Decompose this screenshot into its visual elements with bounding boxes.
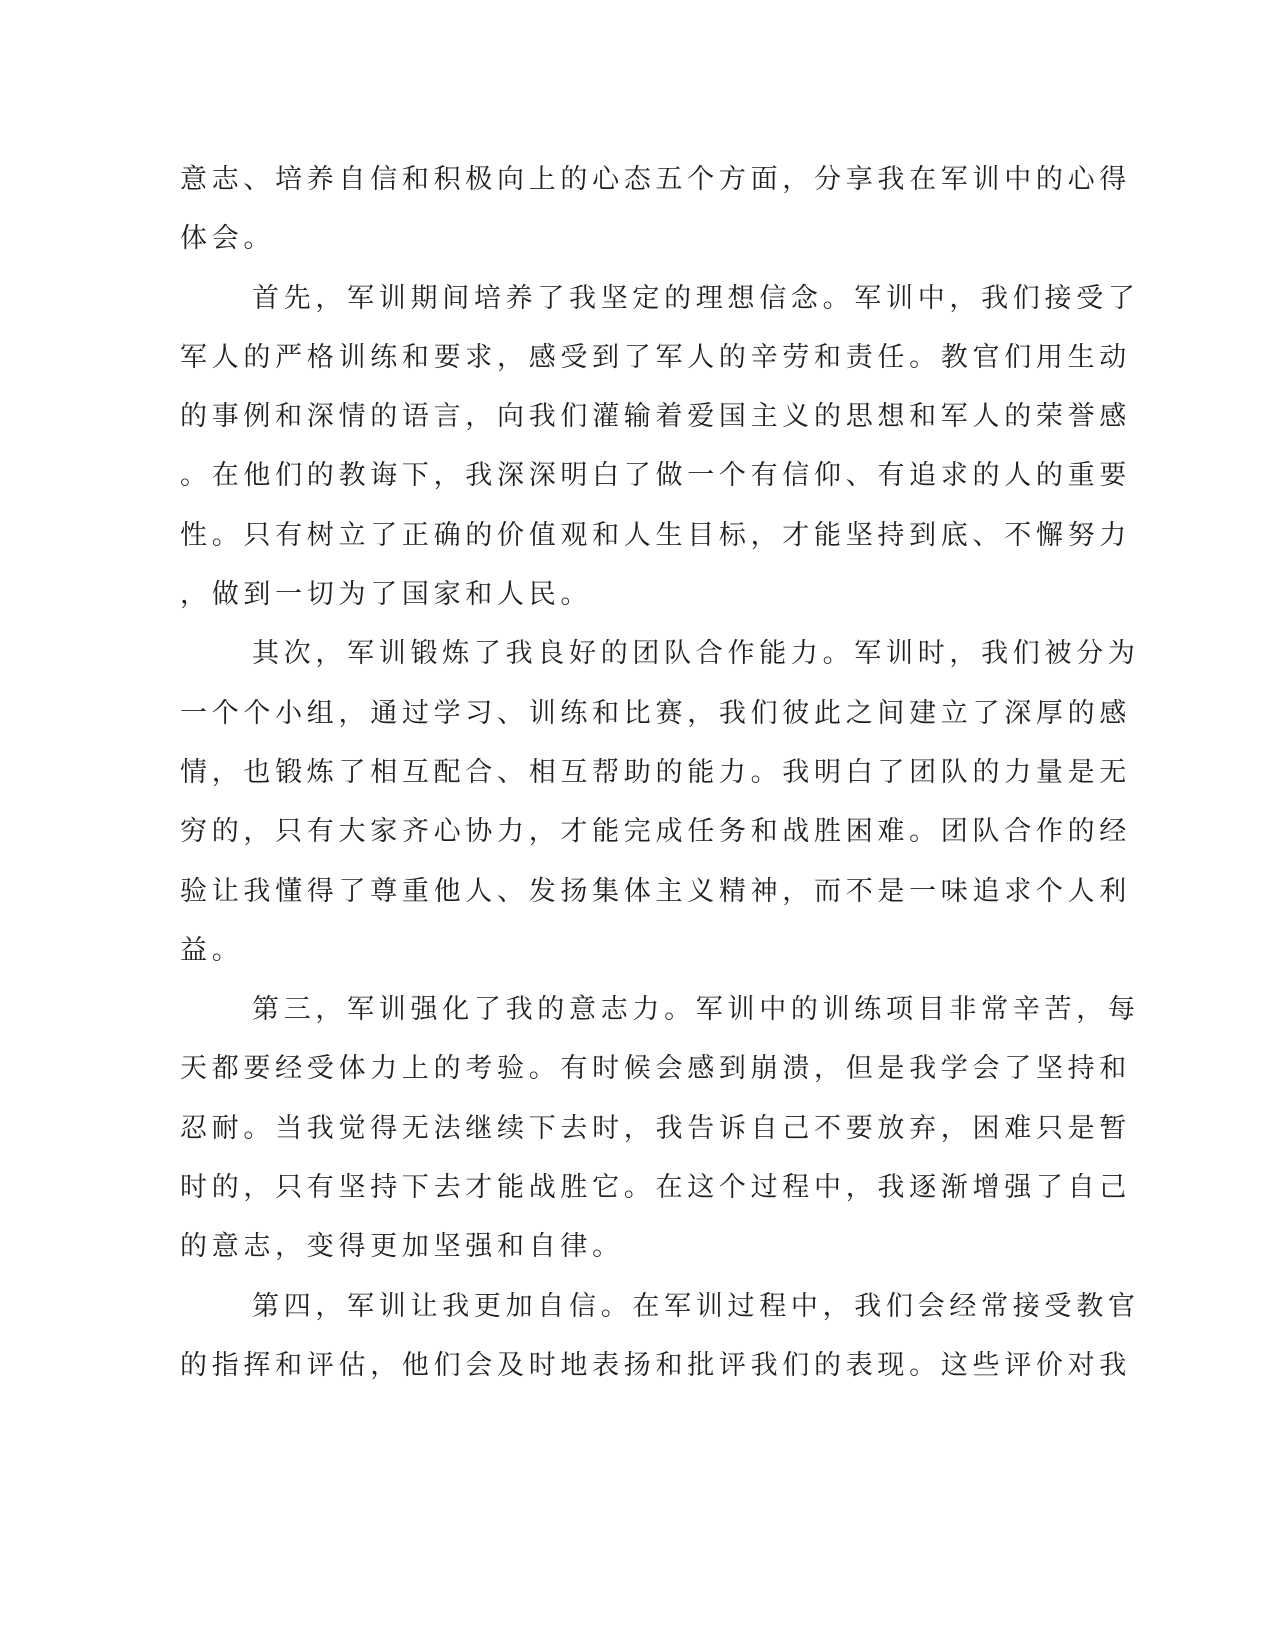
document-body: [180, 150, 1140, 1395]
text-line: 体会。: [180, 223, 276, 255]
text-line: 性。只有树立了正确的价值观和人生目标，才能坚持到底、不懈努力: [180, 519, 1131, 551]
text-line: 情，也锻炼了相互配合、相互帮助的能力。我明白了团队的力量是无: [180, 756, 1131, 788]
text-line: 时的，只有坚持下去才能战胜它。在这个过程中，我逐渐增强了自己: [180, 1172, 1131, 1204]
paragraph-first-line: 第四，军训让我更加自信。在军训过程中，我们会经常接受教官: [252, 1290, 1140, 1322]
text-line: 意志、培养自信和积极向上的心态五个方面，分享我在军训中的心得: [180, 164, 1131, 195]
text-line: 忍耐。当我觉得无法继续下去时，我告诉自己不要放弃，困难只是暂: [180, 1112, 1131, 1144]
text-line: 的意志，变得更加坚强和自律。: [180, 1231, 624, 1263]
text-line: 验让我懂得了尊重他人、发扬集体主义精神，而不是一味追求个人利: [180, 875, 1131, 907]
text-line: 天都要经受体力上的考验。有时候会感到崩溃，但是我学会了坚持和: [180, 1053, 1131, 1085]
text-line: 穷的，只有大家齐心协力，才能完成任务和战胜困难。团队合作的经: [180, 816, 1131, 848]
text-line: 一个个小组，通过学习、训练和比赛，我们彼此之间建立了深厚的感: [180, 697, 1131, 729]
paragraph-first-line: 其次，军训锻炼了我良好的团队合作能力。军训时，我们被分为: [252, 638, 1140, 670]
text-line: ，做到一切为了国家和人民。: [180, 579, 593, 611]
text-line: 的事例和深情的语言，向我们灌输着爱国主义的思想和军人的荣誉感: [180, 401, 1131, 433]
text-line: 军人的严格训练和要求，感受到了军人的辛劳和责任。教官们用生动: [180, 341, 1131, 373]
text-line: 。在他们的教诲下，我深深明白了做一个有信仰、有追求的人的重要: [180, 460, 1131, 492]
text-line: 益。: [180, 934, 244, 966]
paragraph-first-line: 首先，军训期间培养了我坚定的理想信念。军训中，我们接受了: [252, 282, 1140, 314]
text-line: 的指挥和评估，他们会及时地表扬和批评我们的表现。这些评价对我: [180, 1349, 1131, 1381]
paragraph-first-line: 第三，军训强化了我的意志力。军训中的训练项目非常辛苦，每: [252, 994, 1140, 1026]
